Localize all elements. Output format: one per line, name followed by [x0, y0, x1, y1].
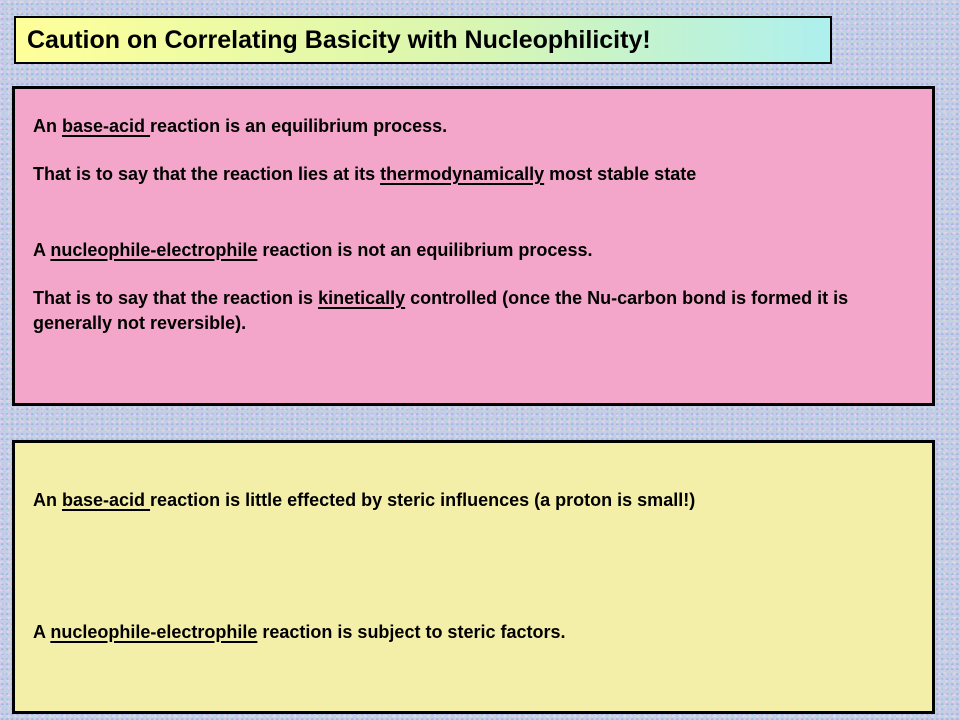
term-base-acid: base-acid — [62, 490, 151, 510]
term-base-acid: base-acid — [62, 116, 151, 136]
nucleophile-equilibrium-text: A nucleophile-electrophile reaction is not an equilibrium process. — [33, 240, 593, 260]
base-acid-equilibrium-text: An base-acid reaction is an equilibrium process. — [33, 116, 448, 136]
kinetic-text: That is to say that the reaction is kinetically controlled (once the Nu-carbon bond is formed it is generally not reversible). — [33, 288, 849, 333]
thermodynamic-text: That is to say that the reaction lies at its thermodynamically most stable state — [33, 164, 697, 184]
term-thermodynamically: thermodynamically — [380, 164, 545, 184]
equilibrium-panel — [12, 86, 935, 406]
base-acid-steric-text: An base-acid reaction is little effected by steric influences (a proton is small!) — [33, 490, 696, 510]
steric-panel — [12, 440, 935, 714]
term-nucleophile-electrophile: nucleophile-electrophile — [50, 240, 258, 260]
slide-title: Caution on Correlating Basicity with Nucleophilicity! — [27, 25, 651, 54]
term-kinetically: kinetically — [318, 288, 406, 308]
title-banner — [14, 16, 832, 64]
term-nucleophile-electrophile: nucleophile-electrophile — [50, 622, 258, 642]
nucleophile-steric-text: A nucleophile-electrophile reaction is subject to steric factors. — [33, 622, 566, 642]
